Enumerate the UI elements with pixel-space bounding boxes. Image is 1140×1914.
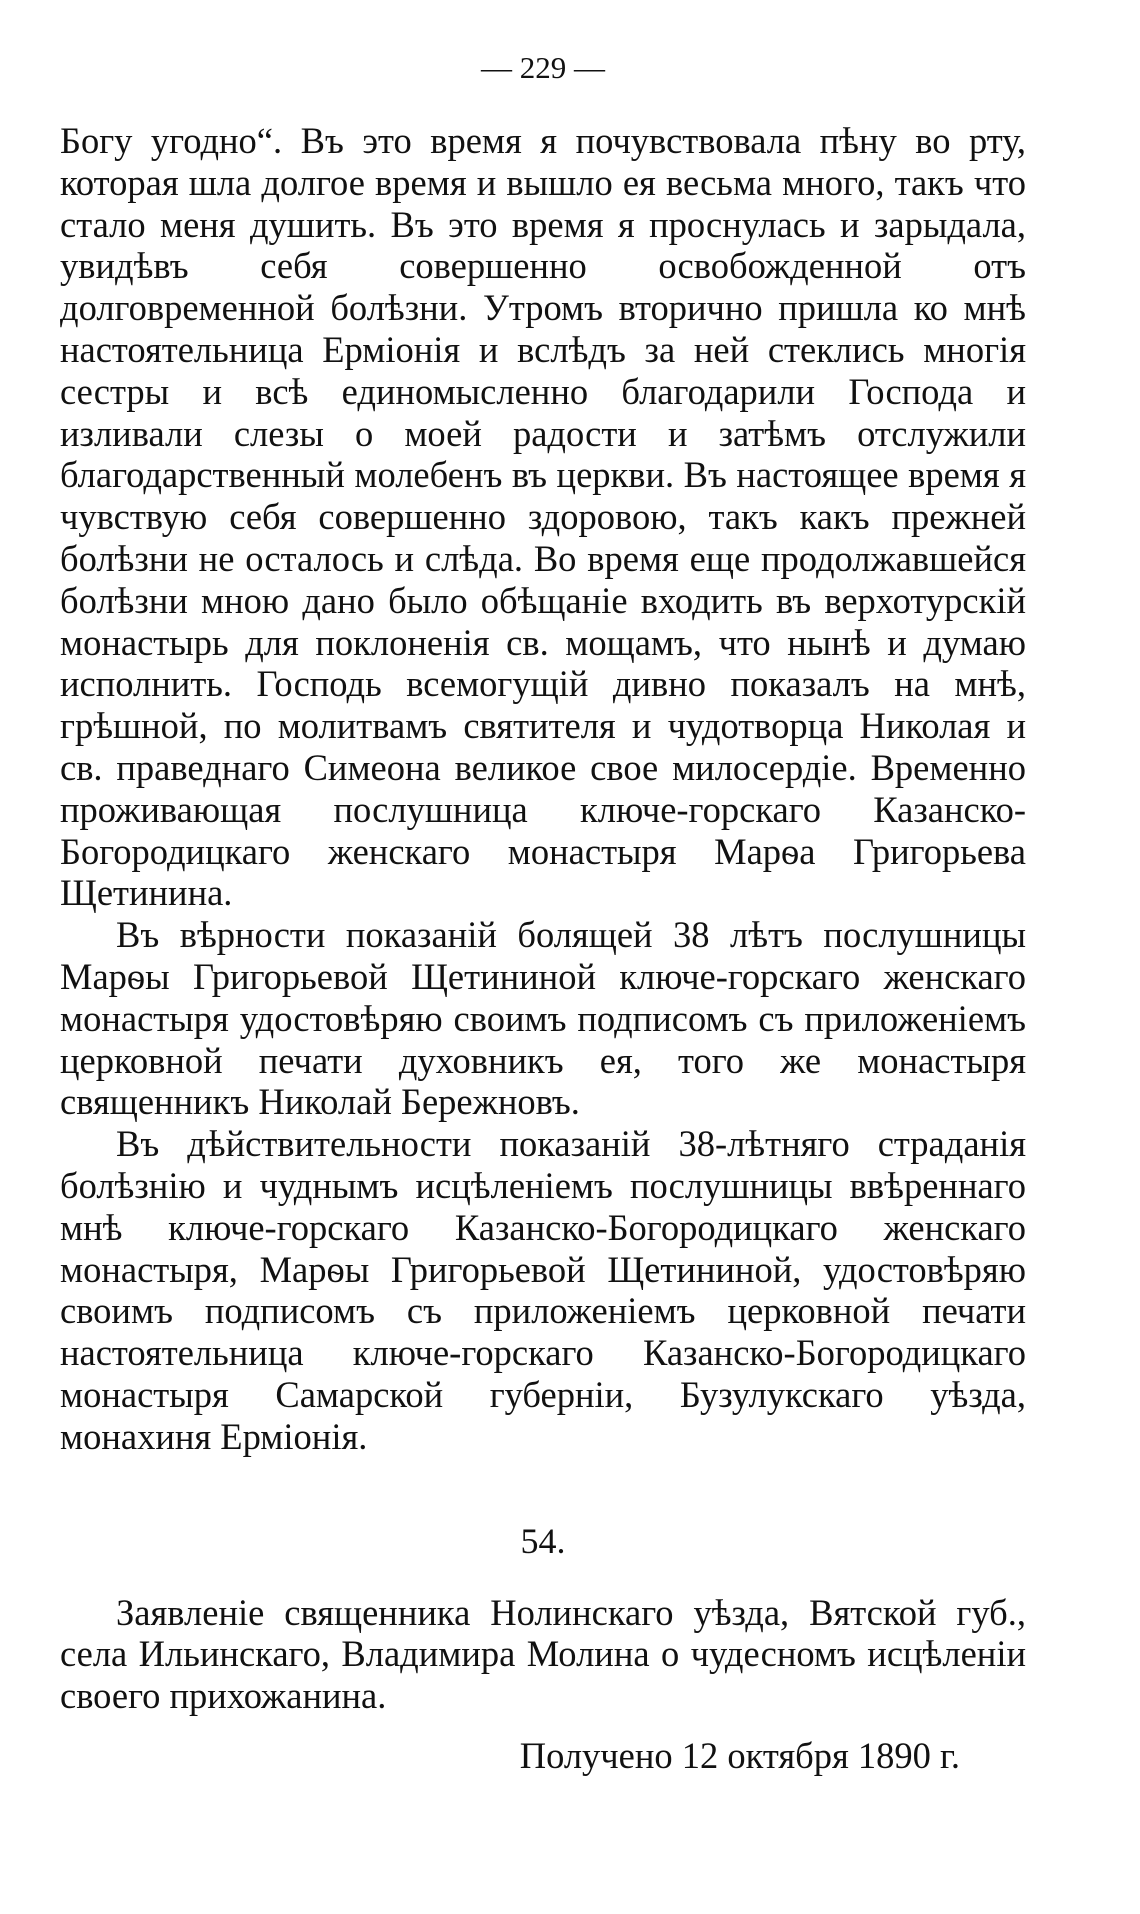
section-heading: Заявленiе священника Нолинскаго уѣзда, Вятской губ., села Ильинскаго, Владимира Молина о чудесномъ исцѣленiи своего прихожанина.: [60, 1591, 1026, 1717]
book-page: [60, 48, 1026, 1777]
confessor-certification-paragraph: Въ вѣрности показанiй болящей 38 лѣтъ послушницы Марѳы Григорьевой Щетининой ключе-горскаго женскаго монастыря удостовѣряю своимъ подписомъ съ приложенiемъ церковной печати духовникъ ея, того же монастыря священникъ Николай Бережновъ.: [60, 914, 1026, 1123]
page-number: — 229 —: [481, 50, 605, 85]
abbess-certification-paragraph: Въ дѣйствительности показанiй 38-лѣтняго страданiя болѣзнiю и чуднымъ исцѣленiемъ послушницы ввѣреннаго мнѣ ключе-горскаго Казанско-Богородицкаго женскаго монастыря, Марѳы Григорьевой Щетининой, удостовѣряю своимъ подписомъ съ приложенiемъ церковной печати настоятельница ключе-горскаго Казанско-Богородицкаго монастыря Самарской губернiи, Бузулукскаго уѣзда, монахиня Ермiонiя.: [60, 1123, 1026, 1457]
section-number: 54.: [520, 1520, 566, 1561]
received-date: Получено 12 октября 1890 г.: [519, 1734, 960, 1776]
testimony-paragraph: Богу угодно“. Въ это время я почувствовала пѣну во рту, которая шла долгое время и вышло ея весьма много, такъ что стало меня душить. Въ это время я проснулась и зарыдала, увидѣвъ себя совершенно освобожденной отъ долговременной болѣзни. Утромъ вторично пришла ко мнѣ настоятельница Ермiонiя и вслѣдъ за ней стеклись многiя сестры и всѣ единомысленно благодарили Господа и изливали слезы о моей радости и затѣмъ отслужили благодарственный молебенъ въ церкви. Въ настоящее время я чувствую себя совершенно здоровою, такъ какъ прежней болѣзни не осталось и слѣда. Во время еще продолжавшейся болѣзни мною дано было обѣщанiе входить въ верхотурскiй монастырь для поклоненiя св. мощамъ, что нынѣ и думаю исполнить. Господь всемогущiй дивно показалъ на мнѣ, грѣшной, по молитвамъ святителя и чудотворца Николая и св. праведнаго Симеона великое свое милосердiе. Временно проживающая послушница ключе-горскаго Казанско-Богородицкаго женскаго монастыря Марѳа Григорьева Щетинина.: [60, 120, 1026, 914]
